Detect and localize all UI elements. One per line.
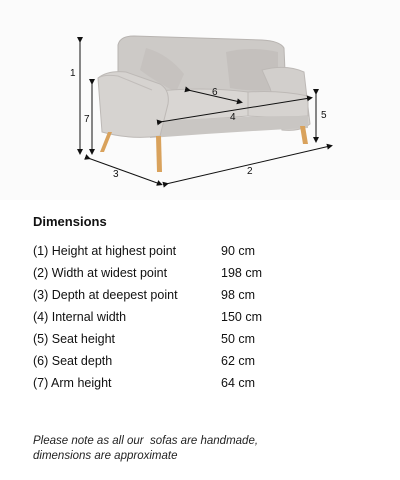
dimensions-heading: Dimensions — [33, 214, 107, 229]
dimension-value: 198 cm — [221, 266, 262, 280]
dimension-value: 98 cm — [221, 288, 256, 302]
marker-3: 3 — [113, 169, 119, 180]
list-item — [33, 310, 363, 332]
list-item — [33, 354, 363, 376]
handmade-note — [33, 434, 373, 464]
dimension-label: (3) Depth at deepest point — [33, 288, 178, 302]
list-item — [33, 244, 363, 266]
marker-7: 7 — [84, 114, 90, 125]
sofa-dimension-figure — [0, 0, 400, 200]
marker-1: 1 — [70, 68, 76, 79]
list-item — [33, 288, 363, 310]
seat-cushion-right — [248, 92, 308, 118]
marker-5: 5 — [321, 110, 327, 121]
list-item — [33, 332, 363, 354]
dimension-value: 90 cm — [221, 244, 256, 258]
dimension-value: 50 cm — [221, 332, 256, 346]
dimension-value: 150 cm — [221, 310, 262, 324]
marker-4: 4 — [230, 112, 236, 123]
sofa-leg — [156, 136, 162, 172]
dimension-label: (6) Seat depth — [33, 354, 113, 368]
dimension-label: (7) Arm height — [33, 376, 112, 390]
note-line: Please note as all our sofas are handmade, — [33, 435, 259, 447]
marker-2: 2 — [247, 166, 253, 177]
note-line: dimensions are approximate — [33, 450, 178, 462]
marker-6: 6 — [212, 87, 218, 98]
dimension-value: 64 cm — [221, 376, 256, 390]
dimension-value: 62 cm — [221, 354, 256, 368]
list-item — [33, 266, 363, 288]
dimension-label: (2) Width at widest point — [33, 266, 168, 280]
sofa-leg — [100, 132, 112, 152]
dimension-label: (4) Internal width — [33, 310, 127, 324]
sofa-drawing — [0, 0, 400, 200]
sofa-leg — [300, 126, 308, 144]
dimension-label: (1) Height at highest point — [33, 244, 177, 258]
dimensions-list — [33, 244, 363, 398]
dimension-label: (5) Seat height — [33, 332, 115, 346]
list-item — [33, 376, 363, 398]
